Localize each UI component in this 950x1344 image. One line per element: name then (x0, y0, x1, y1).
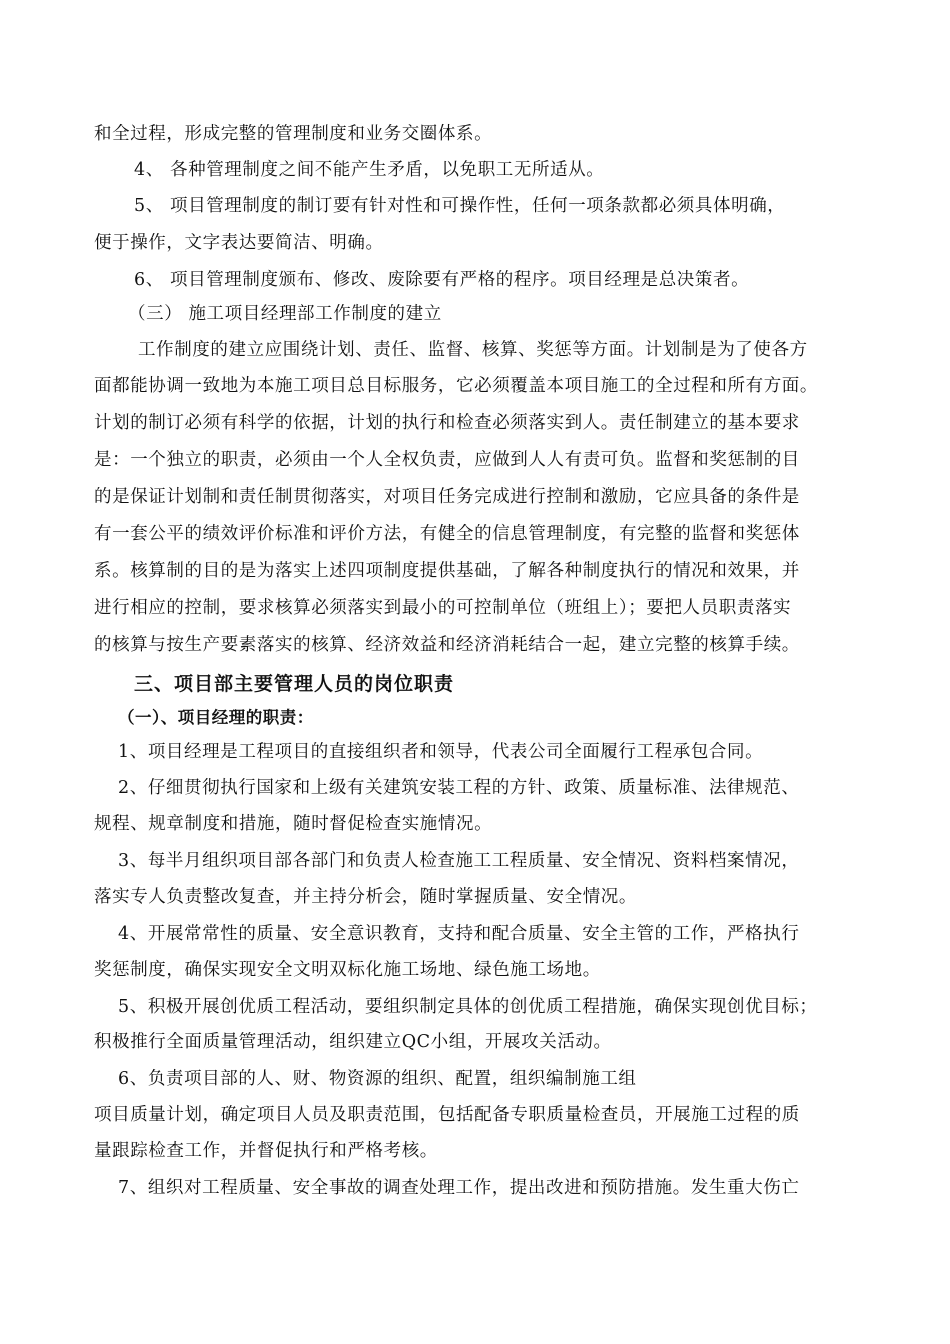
text-line: 奖惩制度，确保实现安全文明双标化施工场地、绿色施工场地。 (94, 960, 601, 980)
section-title: （三） 施工项目经理部工作制度的建立 (128, 304, 442, 324)
subsection-heading: （一）、项目经理的职责： (118, 708, 314, 727)
text-line: 是：一个独立的职责，必须由一个人全权负责，应做到人人有责可负。监督和奖惩制的目 (94, 450, 800, 470)
text-line: 进行相应的控制，要求核算必须落实到最小的可控制单位（班组上）；要把人员职责落实 (94, 598, 792, 618)
text-line: 6、负责项目部的人、财、物资源的组织、配置，组织编制施工组 (118, 1069, 637, 1089)
text-line: 1、项目经理是工程项目的直接组织者和领导，代表公司全面履行工程承包合同。 (118, 742, 764, 762)
text-line: 7、组织对工程质量、安全事故的调查处理工作，提出改进和预防措施。发生重大伤亡 (118, 1178, 800, 1198)
text-line: 4、开展常常性的质量、安全意识教育，支持和配合质量、安全主管的工作，严格执行 (118, 924, 800, 944)
text-line: 5、 项目管理制度的制订要有针对性和可操作性，任何一项条款都必须具体明确， (134, 196, 786, 216)
section-heading: 三、项目部主要管理人员的岗位职责 (134, 673, 455, 695)
text-line: 便于操作，文字表达要简洁、明确。 (94, 233, 384, 253)
text-line: 5、积极开展创优质工程活动，要组织制定具体的创优质工程措施，确保实现创优目标； (118, 997, 818, 1017)
text-line: 积极推行全面质量管理活动，组织建立QC小组，开展攻关活动。 (94, 1032, 612, 1052)
text-line: 6、 项目管理制度颁布、修改、废除要有严格的程序。项目经理是总决策者。 (134, 270, 750, 290)
text-line: 项目质量计划，确定项目人员及职责范围，包括配备专职质量检查员，开展施工过程的质 (94, 1105, 800, 1125)
text-line: 和全过程，形成完整的管理制度和业务交圈体系。 (94, 124, 493, 144)
text-line: 面都能协调一致地为本施工项目总目标服务，它必须覆盖本项目施工的全过程和所有方面。 (94, 376, 818, 396)
text-line: 落实专人负责整改复查，并主持分析会，随时掌握质量、安全情况。 (94, 887, 637, 907)
text-line: 计划的制订必须有科学的依据，计划的执行和检查必须落实到人。责任制建立的基本要求 (94, 413, 800, 433)
text-line: 的核算与按生产要素落实的核算、经济效益和经济消耗结合一起，建立完整的核算手续。 (94, 635, 800, 655)
text-line: 工作制度的建立应围绕计划、责任、监督、核算、奖惩等方面。计划制是为了使各方 (138, 340, 808, 360)
text-line: 4、 各种管理制度之间不能产生矛盾，以免职工无所适从。 (134, 160, 605, 180)
text-line: 的是保证计划制和责任制贯彻落实，对项目任务完成进行控制和激励，它应具备的条件是 (94, 487, 800, 507)
text-line: 规程、规章制度和措施，随时督促检查实施情况。 (94, 814, 493, 834)
text-line: 量跟踪检查工作，并督促执行和严格考核。 (94, 1141, 438, 1161)
text-line: 3、每半月组织项目部各部门和负责人检查施工工程质量、安全情况、资料档案情况， (118, 851, 800, 871)
text-line: 有一套公平的绩效评价标准和评价方法，有健全的信息管理制度，有完整的监督和奖惩体 (94, 524, 800, 544)
text-line: 2、仔细贯彻执行国家和上级有关建筑安装工程的方针、政策、质量标准、法律规范、 (118, 778, 800, 798)
text-line: 系。核算制的目的是为落实上述四项制度提供基础，了解各种制度执行的情况和效果，并 (94, 561, 800, 581)
